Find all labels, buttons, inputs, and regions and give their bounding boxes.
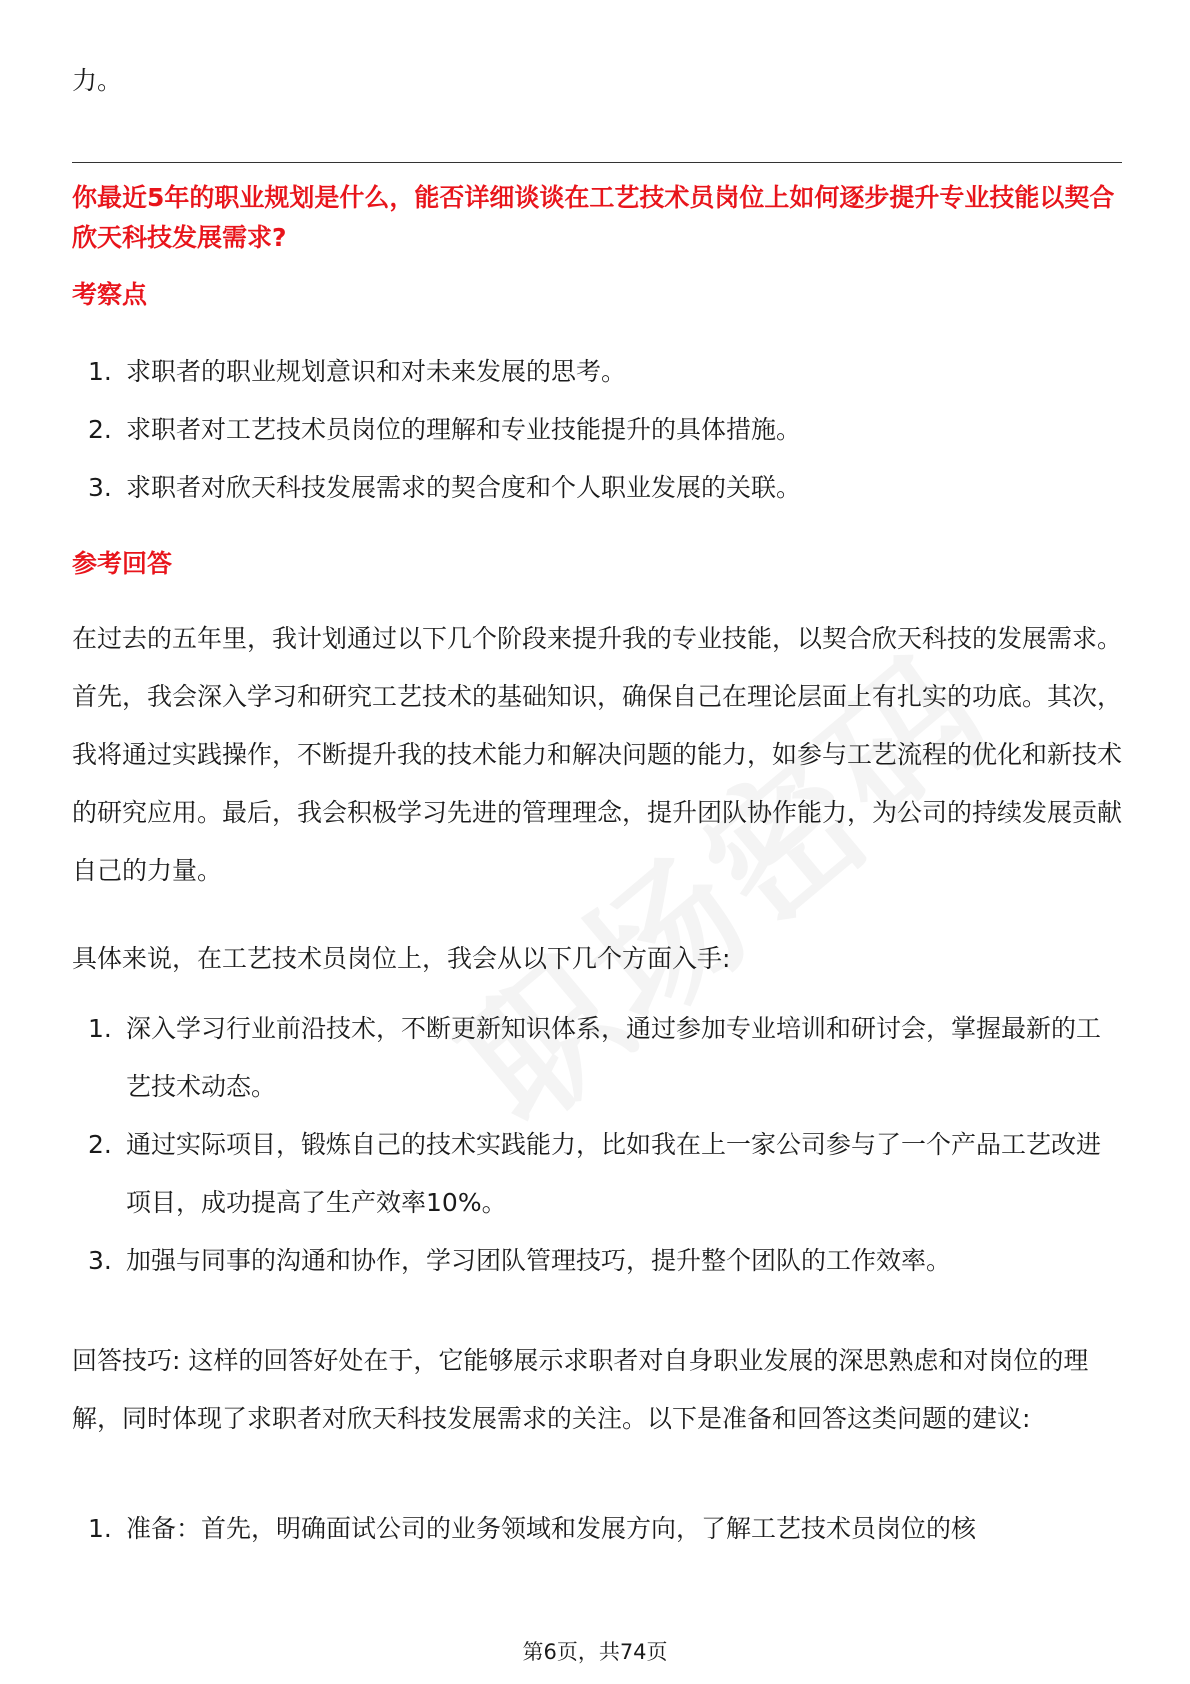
- list-number: 3.: [88, 473, 112, 502]
- page-number: 第6页，共74页: [522, 1640, 668, 1664]
- answer-paragraph-2: 具体来说，在工艺技术员岗位上，我会从以下几个方面入手:: [72, 944, 731, 973]
- list-item-text: 求职者对工艺技术员岗位的理解和专业技能提升的具体措施。: [126, 415, 802, 444]
- list-item-text: 加强与同事的沟通和协作，学习团队管理技巧，提升整个团队的工作效率。: [126, 1246, 952, 1275]
- answer-list: [72, 1000, 1122, 1290]
- list-number: 2.: [88, 1130, 112, 1159]
- list-item: [72, 1232, 1122, 1290]
- interview-question: 你最近5年的职业规划是什么，能否详细谈谈在工艺技术员岗位上如何逐步提升专业技能以契合欣天科技发展需求?: [72, 183, 1115, 252]
- list-number: 1.: [88, 357, 112, 386]
- tips-list: [72, 1500, 1122, 1558]
- list-item: [72, 1000, 1122, 1116]
- list-item: [72, 459, 1122, 517]
- list-number: 1.: [88, 1514, 112, 1543]
- list-item-text: 通过实际项目，锻炼自己的技术实践能力，比如我在上一家公司参与了一个产品工艺改进项目，成功提高了生产效率10%。: [126, 1130, 1102, 1217]
- list-item-text: 求职者对欣天科技发展需求的契合度和个人职业发展的关联。: [126, 473, 802, 502]
- section-title-answer: 参考回答: [72, 549, 173, 578]
- focus-list: [72, 343, 1122, 517]
- section-divider: [72, 162, 1122, 163]
- answer-paragraph-1: 在过去的五年里，我计划通过以下几个阶段来提升我的专业技能，以契合欣天科技的发展需求。首先，我会深入学习和研究工艺技术的基础知识，确保自己在理论层面上有扎实的功底。其次，我将通过实践操作，不断提升我的技术能力和解决问题的能力，如参与工艺流程的优化和新技术的研究应用。最后，我会积极学习先进的管理理念，提升团队协作能力，为公司的持续发展贡献自己的力量。: [72, 624, 1123, 885]
- list-item-text: 求职者的职业规划意识和对未来发展的思考。: [126, 357, 627, 386]
- answer-tips-paragraph: 回答技巧: 这样的回答好处在于，它能够展示求职者对自身职业发展的深思熟虑和对岗位的理解，同时体现了求职者对欣天科技发展需求的关注。以下是准备和回答这类问题的建议:: [72, 1346, 1089, 1433]
- list-number: 2.: [88, 415, 112, 444]
- list-item-text: 深入学习行业前沿技术，不断更新知识体系，通过参加专业培训和研讨会，掌握最新的工艺技术动态。: [126, 1014, 1102, 1101]
- list-number: 1.: [88, 1014, 112, 1043]
- list-item: [72, 401, 1122, 459]
- list-item: [72, 1116, 1122, 1232]
- list-item-text: 准备：首先，明确面试公司的业务领域和发展方向，了解工艺技术员岗位的核: [126, 1514, 977, 1543]
- section-title-focus: 考察点: [72, 280, 148, 309]
- lead-text: 力。: [72, 66, 123, 95]
- list-item: [72, 1500, 1122, 1558]
- list-number: 3.: [88, 1246, 112, 1275]
- list-item: [72, 343, 1122, 401]
